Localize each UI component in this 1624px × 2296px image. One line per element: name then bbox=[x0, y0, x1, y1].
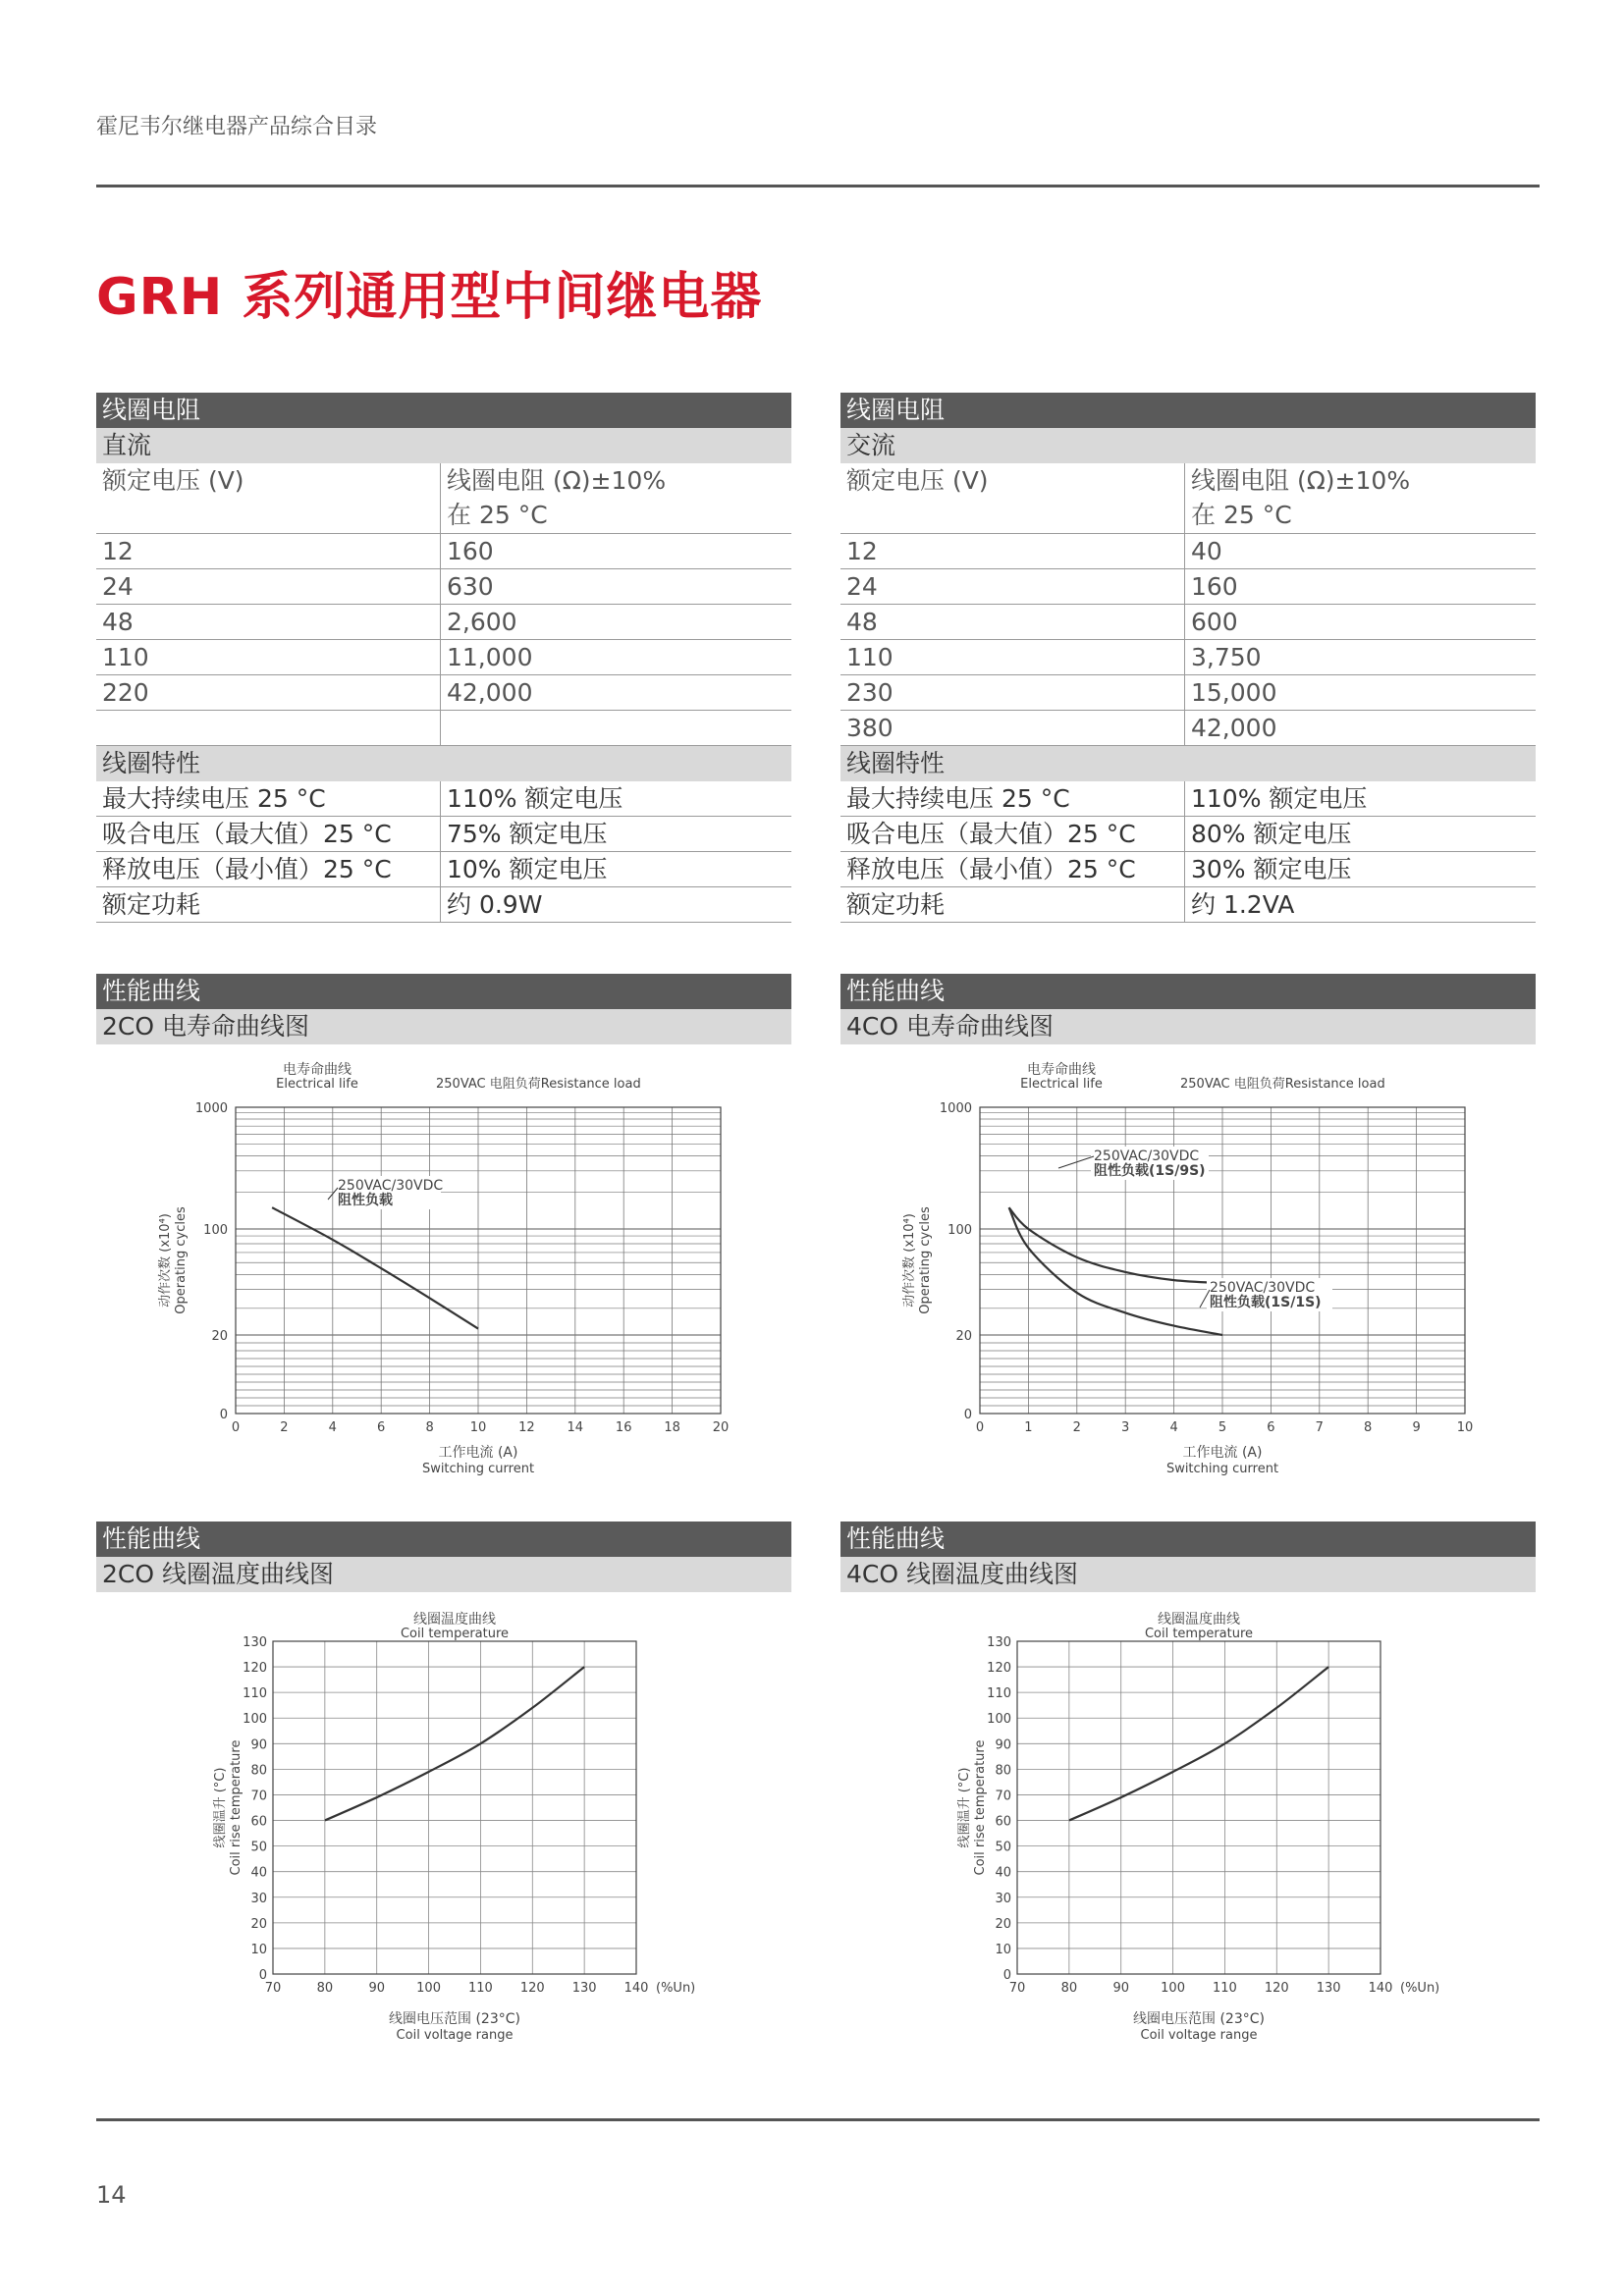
dc-col1-header: 额定电压 (V) bbox=[96, 463, 441, 534]
table-row bbox=[96, 817, 791, 852]
table-row bbox=[96, 675, 791, 711]
resistance-cell: 11,000 bbox=[441, 640, 792, 675]
y-tick-label: 40 bbox=[250, 1865, 267, 1881]
y-axis-label: 动作次数 (x10⁴) bbox=[902, 1213, 917, 1308]
y-tick-label: 80 bbox=[250, 1763, 267, 1779]
dc-char-section: 线圈特性 bbox=[96, 746, 791, 781]
y-axis-label: 线圈温升 (°C) bbox=[213, 1767, 228, 1848]
x-tick-label: 10 bbox=[1456, 1420, 1474, 1435]
resistance-cell: 630 bbox=[441, 569, 792, 605]
x-unit-label: (%Un) bbox=[1400, 1981, 1440, 1996]
life-2co-panel bbox=[96, 974, 791, 1504]
resistance-cell: 15,000 bbox=[1185, 675, 1537, 711]
y-tick-label: 50 bbox=[250, 1840, 267, 1855]
y-tick-label: 0 bbox=[1002, 1968, 1011, 1983]
ac-subsection-header: 交流 bbox=[840, 428, 1536, 463]
ac-col2-header bbox=[1185, 463, 1537, 534]
x-tick-label: 1 bbox=[1024, 1420, 1033, 1435]
x-tick-label: 8 bbox=[425, 1420, 434, 1435]
series-line bbox=[272, 1207, 478, 1328]
life-4co-chart bbox=[840, 1050, 1536, 1502]
char-value: 75% 额定电压 bbox=[441, 817, 792, 852]
y-tick-label: 100 bbox=[243, 1712, 267, 1728]
y-tick-label: 100 bbox=[203, 1223, 228, 1238]
chart-title-en: Coil temperature bbox=[1144, 1627, 1254, 1641]
table-row bbox=[840, 852, 1536, 887]
x-unit-label: (%Un) bbox=[656, 1981, 696, 1996]
x-tick-label: 130 bbox=[1316, 1981, 1341, 1996]
y-tick-label: 10 bbox=[995, 1942, 1011, 1957]
resistance-cell: 2,600 bbox=[441, 605, 792, 640]
x-tick-label: 9 bbox=[1412, 1420, 1421, 1435]
resistance-cell: 42,000 bbox=[441, 675, 792, 711]
char-label: 吸合电压（最大值）25 °C bbox=[840, 817, 1185, 852]
char-label: 最大持续电压 25 °C bbox=[96, 781, 441, 817]
y-tick-label: 0 bbox=[219, 1408, 228, 1422]
voltage-cell: 48 bbox=[96, 605, 441, 640]
x-axis-label-en: Coil voltage range bbox=[1140, 2028, 1258, 2043]
x-tick-label: 5 bbox=[1218, 1420, 1227, 1435]
x-tick-label: 70 bbox=[264, 1981, 282, 1996]
life-2co-section-header: 性能曲线 bbox=[96, 974, 791, 1009]
y-tick-label: 20 bbox=[955, 1329, 972, 1344]
table-row bbox=[96, 887, 791, 923]
ac-coil-table bbox=[840, 393, 1536, 923]
char-label: 吸合电压（最大值）25 °C bbox=[96, 817, 441, 852]
char-label: 最大持续电压 25 °C bbox=[840, 781, 1185, 817]
x-tick-label: 2 bbox=[280, 1420, 289, 1435]
temp-2co-section-header: 性能曲线 bbox=[96, 1522, 791, 1557]
table-row bbox=[96, 781, 791, 817]
dc-section-header: 线圈电阻 bbox=[96, 393, 791, 428]
table-row-empty bbox=[96, 711, 791, 746]
table-row bbox=[96, 569, 791, 605]
series-label-leader bbox=[1058, 1156, 1094, 1168]
series-line bbox=[1009, 1207, 1222, 1335]
life-2co-chart bbox=[96, 1050, 791, 1502]
plot-frame bbox=[273, 1641, 636, 1974]
y-tick-label: 30 bbox=[250, 1891, 267, 1906]
y-tick-label: 120 bbox=[987, 1661, 1011, 1677]
y-tick-label: 50 bbox=[995, 1840, 1011, 1855]
chart-title-en: Electrical life bbox=[276, 1077, 358, 1092]
chart-title-en: Electrical life bbox=[1020, 1077, 1103, 1092]
x-tick-label: 140 bbox=[1368, 1981, 1393, 1996]
table-row bbox=[840, 887, 1536, 923]
x-tick-label: 16 bbox=[615, 1420, 632, 1435]
resistance-cell: 600 bbox=[1185, 605, 1537, 640]
x-tick-label: 20 bbox=[712, 1420, 730, 1435]
x-tick-label: 120 bbox=[519, 1981, 545, 1996]
table-row bbox=[840, 817, 1536, 852]
y-axis-label-en: Coil rise temperature bbox=[973, 1739, 988, 1876]
y-tick-label: 20 bbox=[995, 1916, 1011, 1932]
x-tick-label: 3 bbox=[1121, 1420, 1130, 1435]
y-tick-label: 80 bbox=[995, 1763, 1011, 1779]
x-axis-label-en: Coil voltage range bbox=[396, 2028, 514, 2043]
top-rule bbox=[96, 185, 1540, 187]
y-tick-label: 0 bbox=[963, 1408, 972, 1422]
chart-title: 电寿命曲线 bbox=[1027, 1062, 1096, 1078]
x-tick-label: 8 bbox=[1364, 1420, 1373, 1435]
y-tick-label: 90 bbox=[995, 1737, 1011, 1753]
char-value: 约 0.9W bbox=[441, 887, 792, 923]
x-tick-label: 0 bbox=[231, 1420, 241, 1435]
temp-4co-panel bbox=[840, 1522, 1536, 2071]
x-tick-label: 10 bbox=[469, 1420, 487, 1435]
x-tick-label: 100 bbox=[1161, 1981, 1185, 1996]
life-4co-panel bbox=[840, 974, 1536, 1504]
x-axis-label-en: Switching current bbox=[421, 1462, 535, 1476]
series-label: 阻性负载(1S/1S) bbox=[1210, 1295, 1322, 1310]
y-tick-label: 120 bbox=[243, 1661, 267, 1677]
voltage-cell: 48 bbox=[840, 605, 1185, 640]
char-value: 110% 额定电压 bbox=[1185, 781, 1537, 817]
x-axis-label: 工作电流 (A) bbox=[1182, 1445, 1263, 1461]
y-tick-label: 1000 bbox=[939, 1101, 972, 1116]
life-4co-subsection-header: 4CO 电寿命曲线图 bbox=[840, 1009, 1536, 1044]
x-axis-label: 线圈电压范围 (23°C) bbox=[389, 2011, 520, 2027]
dc-col2-header-line1: 线圈电阻 (Ω)±10% bbox=[447, 466, 667, 495]
ac-col1-header: 额定电压 (V) bbox=[840, 463, 1185, 534]
voltage-cell: 380 bbox=[840, 711, 1185, 746]
y-tick-label: 20 bbox=[211, 1329, 228, 1344]
temp-2co-chart bbox=[96, 1598, 791, 2069]
chart-title: 电寿命曲线 bbox=[283, 1062, 352, 1078]
x-axis-label: 线圈电压范围 (23°C) bbox=[1133, 2011, 1265, 2027]
y-tick-label: 40 bbox=[995, 1865, 1011, 1881]
ac-section-header: 线圈电阻 bbox=[840, 393, 1536, 428]
y-tick-label: 90 bbox=[250, 1737, 267, 1753]
y-tick-label: 130 bbox=[243, 1635, 267, 1650]
y-axis-label-en: Operating cycles bbox=[174, 1206, 189, 1314]
x-tick-label: 110 bbox=[1213, 1981, 1237, 1996]
x-tick-label: 90 bbox=[368, 1981, 385, 1996]
series-line bbox=[1009, 1207, 1222, 1283]
char-value: 10% 额定电压 bbox=[441, 852, 792, 887]
chart-title: 线圈温度曲线 bbox=[1158, 1612, 1240, 1628]
y-tick-label: 1000 bbox=[194, 1101, 228, 1116]
life-2co-subsection-header: 2CO 电寿命曲线图 bbox=[96, 1009, 791, 1044]
empty-cell bbox=[96, 711, 441, 746]
x-tick-label: 90 bbox=[1112, 1981, 1129, 1996]
x-axis-label-en: Switching current bbox=[1165, 1462, 1279, 1476]
bottom-rule bbox=[96, 2118, 1540, 2121]
y-tick-label: 70 bbox=[250, 1789, 267, 1804]
ac-col2-header-line2: 在 25 °C bbox=[1191, 501, 1292, 529]
y-tick-label: 10 bbox=[250, 1942, 267, 1957]
ac-col2-header-line1: 线圈电阻 (Ω)±10% bbox=[1191, 466, 1411, 495]
y-tick-label: 100 bbox=[987, 1712, 1011, 1728]
x-tick-label: 14 bbox=[567, 1420, 584, 1435]
ac-char-section: 线圈特性 bbox=[840, 746, 1536, 781]
x-tick-label: 2 bbox=[1072, 1420, 1081, 1435]
y-axis-label: 线圈温升 (°C) bbox=[957, 1767, 972, 1848]
char-value: 110% 额定电压 bbox=[441, 781, 792, 817]
voltage-cell: 12 bbox=[840, 534, 1185, 569]
series-label: 阻性负载 bbox=[338, 1193, 393, 1208]
x-axis-label: 工作电流 (A) bbox=[438, 1445, 518, 1461]
x-tick-label: 70 bbox=[1008, 1981, 1026, 1996]
x-tick-label: 4 bbox=[328, 1420, 337, 1435]
x-tick-label: 80 bbox=[316, 1981, 334, 1996]
temp-2co-subsection-header: 2CO 线圈温度曲线图 bbox=[96, 1557, 791, 1592]
page-number: 14 bbox=[96, 2181, 127, 2209]
voltage-cell: 24 bbox=[96, 569, 441, 605]
resistance-cell: 42,000 bbox=[1185, 711, 1537, 746]
y-tick-label: 110 bbox=[987, 1686, 1011, 1702]
table-row bbox=[840, 781, 1536, 817]
y-tick-label: 110 bbox=[243, 1686, 267, 1702]
y-tick-label: 100 bbox=[947, 1223, 972, 1238]
temp-4co-section-header: 性能曲线 bbox=[840, 1522, 1536, 1557]
char-label: 额定功耗 bbox=[840, 887, 1185, 923]
char-label: 额定功耗 bbox=[96, 887, 441, 923]
series-label: 250VAC/30VDC bbox=[1094, 1148, 1200, 1164]
temp-4co-chart bbox=[840, 1598, 1536, 2069]
y-axis-label-en: Operating cycles bbox=[918, 1206, 933, 1314]
chart-title-en: Coil temperature bbox=[400, 1627, 510, 1641]
voltage-cell: 230 bbox=[840, 675, 1185, 711]
table-row bbox=[96, 534, 791, 569]
voltage-cell: 110 bbox=[840, 640, 1185, 675]
table-row bbox=[840, 605, 1536, 640]
series-label: 250VAC/30VDC bbox=[338, 1178, 444, 1194]
x-tick-label: 0 bbox=[975, 1420, 985, 1435]
table-row bbox=[840, 569, 1536, 605]
voltage-cell: 220 bbox=[96, 675, 441, 711]
dc-col2-header-line2: 在 25 °C bbox=[447, 501, 548, 529]
char-value: 80% 额定电压 bbox=[1185, 817, 1537, 852]
catalog-header: 霍尼韦尔继电器产品综合目录 bbox=[96, 115, 378, 139]
table-row bbox=[96, 605, 791, 640]
life-4co-section-header: 性能曲线 bbox=[840, 974, 1536, 1009]
x-tick-label: 6 bbox=[377, 1420, 386, 1435]
voltage-cell: 24 bbox=[840, 569, 1185, 605]
x-tick-label: 18 bbox=[664, 1420, 680, 1435]
table-row bbox=[840, 675, 1536, 711]
temp-4co-subsection-header: 4CO 线圈温度曲线图 bbox=[840, 1557, 1536, 1592]
char-label: 释放电压（最小值）25 °C bbox=[840, 852, 1185, 887]
x-tick-label: 80 bbox=[1060, 1981, 1078, 1996]
x-tick-label: 7 bbox=[1315, 1420, 1324, 1435]
x-tick-label: 12 bbox=[518, 1420, 535, 1435]
dc-coil-table bbox=[96, 393, 791, 923]
table-row bbox=[96, 640, 791, 675]
char-value: 30% 额定电压 bbox=[1185, 852, 1537, 887]
char-value: 约 1.2VA bbox=[1185, 887, 1537, 923]
series-label: 250VAC/30VDC bbox=[1210, 1280, 1316, 1296]
voltage-cell: 12 bbox=[96, 534, 441, 569]
chart-subtitle: 250VAC 电阻负荷Resistance load bbox=[1180, 1077, 1385, 1092]
x-tick-label: 6 bbox=[1267, 1420, 1275, 1435]
resistance-cell: 3,750 bbox=[1185, 640, 1537, 675]
y-tick-label: 60 bbox=[995, 1814, 1011, 1830]
x-tick-label: 110 bbox=[468, 1981, 493, 1996]
x-tick-label: 4 bbox=[1169, 1420, 1178, 1435]
table-row bbox=[840, 711, 1536, 746]
y-tick-label: 30 bbox=[995, 1891, 1011, 1906]
x-tick-label: 120 bbox=[1264, 1981, 1289, 1996]
char-label: 释放电压（最小值）25 °C bbox=[96, 852, 441, 887]
resistance-cell: 160 bbox=[441, 534, 792, 569]
y-tick-label: 130 bbox=[987, 1635, 1011, 1650]
chart-subtitle: 250VAC 电阻负荷Resistance load bbox=[436, 1077, 641, 1092]
y-tick-label: 70 bbox=[995, 1789, 1011, 1804]
x-tick-label: 140 bbox=[623, 1981, 649, 1996]
table-row bbox=[96, 852, 791, 887]
table-row bbox=[840, 640, 1536, 675]
y-tick-label: 60 bbox=[250, 1814, 267, 1830]
dc-subsection-header: 直流 bbox=[96, 428, 791, 463]
temp-2co-panel bbox=[96, 1522, 791, 2071]
voltage-cell: 110 bbox=[96, 640, 441, 675]
empty-cell bbox=[441, 711, 792, 746]
y-axis-label: 动作次数 (x10⁴) bbox=[158, 1213, 173, 1308]
dc-col2-header bbox=[441, 463, 792, 534]
x-tick-label: 100 bbox=[416, 1981, 441, 1996]
chart-title: 线圈温度曲线 bbox=[413, 1612, 496, 1628]
plot-frame bbox=[1017, 1641, 1380, 1974]
table-row bbox=[840, 534, 1536, 569]
resistance-cell: 40 bbox=[1185, 534, 1537, 569]
x-tick-label: 130 bbox=[571, 1981, 597, 1996]
y-tick-label: 20 bbox=[250, 1916, 267, 1932]
resistance-cell: 160 bbox=[1185, 569, 1537, 605]
y-tick-label: 0 bbox=[258, 1968, 267, 1983]
series-label: 阻性负载(1S/9S) bbox=[1094, 1163, 1206, 1179]
y-axis-label-en: Coil rise temperature bbox=[229, 1739, 244, 1876]
page-title: GRH 系列通用型中间继电器 bbox=[96, 268, 763, 327]
